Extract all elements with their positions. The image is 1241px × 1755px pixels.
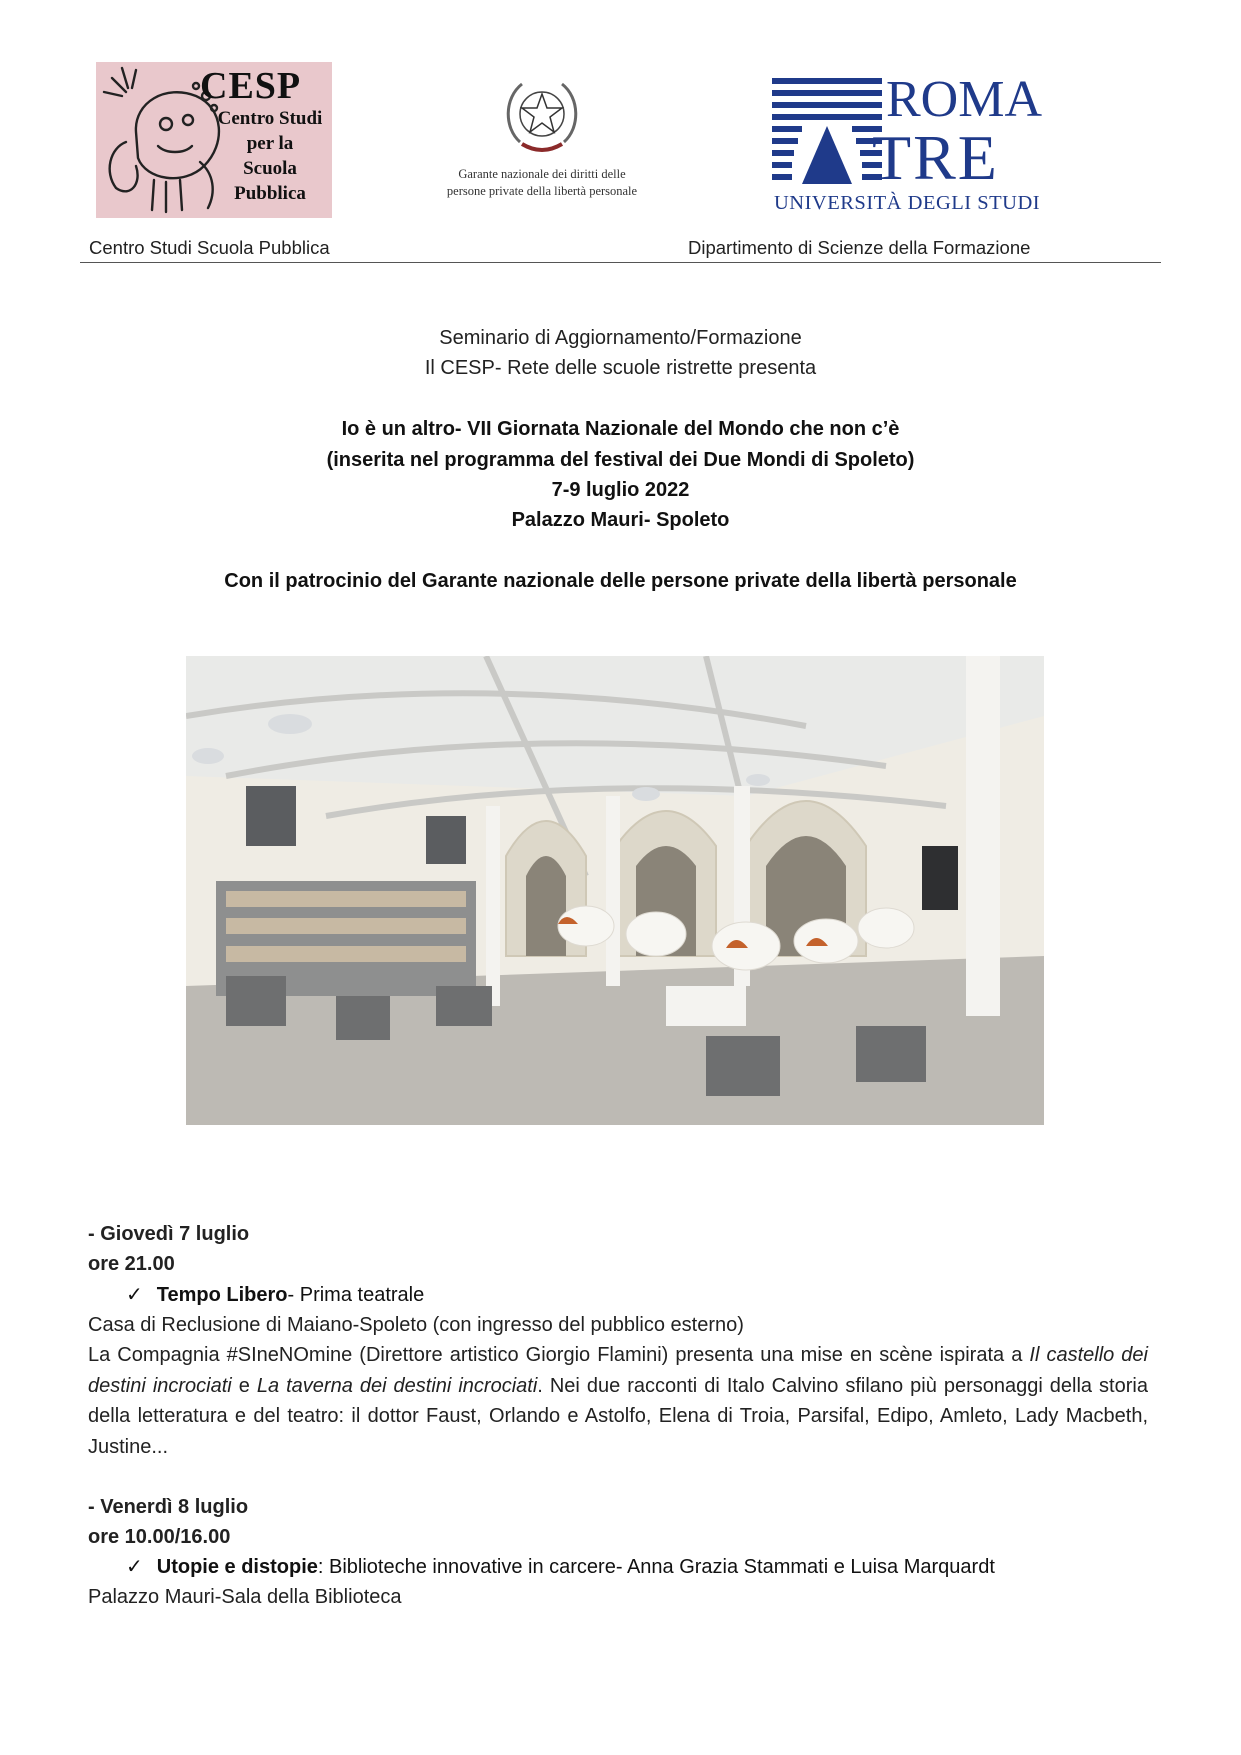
- day2-date-text: Venerdì 8 luglio: [100, 1496, 249, 1518]
- garante-caption: [422, 166, 662, 200]
- roma-tre-line2: TRE: [872, 122, 999, 193]
- cesp-sub-line: Scuola: [243, 158, 297, 179]
- day2-event-title: Utopie e distopie: [156, 1556, 318, 1578]
- cesp-sub-line: Centro Studi: [217, 108, 323, 129]
- day1-date: [88, 1219, 249, 1249]
- cesp-sub-line: per la: [246, 133, 294, 154]
- day1-event-title: Tempo Libero: [156, 1284, 288, 1306]
- intro-line2: Il CESP- Rete delle scuole ristrette presenta: [424, 357, 817, 379]
- roma-tre-line3: UNIVERSITÀ DEGLI STUDI: [774, 192, 1041, 214]
- italian-emblem-icon: [500, 72, 584, 158]
- day1-date-text: Giovedì 7 luglio: [100, 1223, 250, 1245]
- day1-dash: -: [88, 1223, 101, 1245]
- day1-desc-italic: Il castello dei destini incrociati: [88, 1344, 1148, 1397]
- roma-tre-logo: [772, 71, 1043, 214]
- garante-caption-line: Garante nazionale dei diritti delle: [458, 167, 626, 181]
- courtyard-illustration: [186, 656, 1044, 1125]
- roma-tre-arch-icon: [772, 78, 882, 190]
- event-venue: Palazzo Mauri- Spoleto: [511, 509, 730, 531]
- event-patronage: Con il patrocinio del Garante nazionale delle persone private della libertà personale: [224, 570, 1017, 592]
- day2-event-sub: : Biblioteche innovative in carcere- Anna Grazia Stammati e Luisa Marquardt: [317, 1556, 995, 1578]
- day1-desc-part: La Compagnia #SIneNOmine (Direttore artistico Giorgio Flamini) presenta una mise en scène ispirata a: [88, 1344, 1030, 1366]
- cesp-logo-title: CESP: [200, 65, 302, 107]
- cesp-sub-line: Pubblica: [234, 183, 306, 204]
- event-dates: 7-9 luglio 2022: [551, 479, 690, 501]
- intro-line1: Seminario di Aggiornamento/Formazione: [439, 327, 802, 349]
- day1-event-sub: - Prima teatrale: [287, 1284, 425, 1306]
- event-subtitle: (inserita nel programma del festival dei Due Mondi di Spoleto): [326, 449, 915, 471]
- day1-location: Casa di Reclusione di Maiano-Spoleto (con ingresso del pubblico esterno): [88, 1314, 744, 1336]
- courtyard-photo: [186, 656, 1044, 1125]
- cesp-logo: [96, 62, 332, 218]
- day2-location: Palazzo Mauri-Sala della Biblioteca: [88, 1586, 402, 1608]
- day2-event: [126, 1552, 995, 1582]
- day1-description: [88, 1340, 1148, 1462]
- day1-desc-part: e: [231, 1374, 257, 1397]
- header-left-text: Centro Studi Scuola Pubblica: [89, 237, 330, 258]
- checkmark-icon: ✓: [126, 1284, 143, 1306]
- day2-date: [88, 1492, 248, 1522]
- day1-event: [126, 1280, 424, 1310]
- garante-logo: [422, 72, 662, 212]
- header-right-text: Dipartimento di Scienze della Formazione: [688, 237, 1031, 258]
- header-divider: [80, 262, 1161, 263]
- day1-desc-italic: La taverna dei destini incrociati: [256, 1374, 538, 1397]
- cesp-logo-subtitle: [214, 106, 326, 206]
- checkmark-icon: ✓: [126, 1556, 143, 1578]
- garante-caption-line: persone private della libertà personale: [446, 184, 638, 198]
- roma-tre-line1: ROMA: [886, 71, 1043, 128]
- day1-time: ore 21.00: [88, 1253, 175, 1275]
- day2-dash: -: [88, 1496, 101, 1518]
- day2-time: ore 10.00/16.00: [88, 1526, 231, 1548]
- event-title: Io è un altro- VII Giornata Nazionale del Mondo che non c’è: [341, 418, 900, 440]
- day1-desc-part: . Nei due racconti di Italo Calvino sfilano più personaggi della storia della letteratura e del teatro: il dottor Faust, Orlando e Astolfo, Elena di Troia, Parsifal, Edipo, Amleto, Lady Macbeth, Justine...: [88, 1374, 1148, 1458]
